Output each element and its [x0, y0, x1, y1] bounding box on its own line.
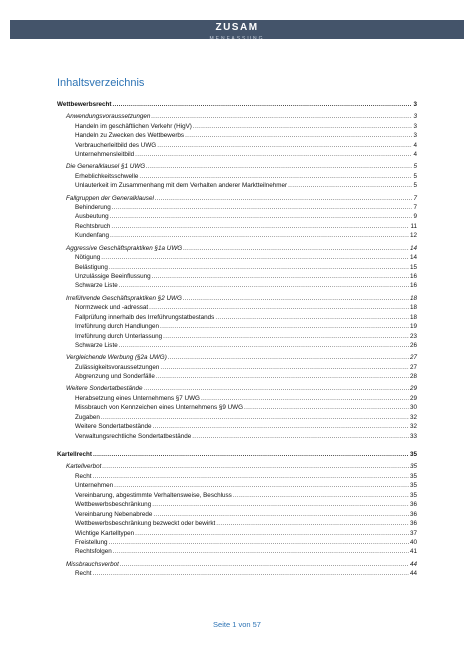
toc-page-number: 32: [409, 413, 417, 421]
toc-page-number: 3: [413, 122, 417, 130]
toc-dot-leader: [155, 194, 413, 203]
toc-dot-leader: [215, 313, 409, 322]
toc-subsection-link[interactable]: [57, 181, 417, 190]
toc-page-number: 35: [409, 463, 417, 471]
toc-dot-leader: [168, 353, 409, 362]
toc-subsection-link[interactable]: [57, 212, 417, 221]
toc-subsection-link[interactable]: [57, 481, 417, 490]
toc-entry-title: Vereinbarung, abgestimmte Verhaltensweise, Beschluss: [75, 491, 232, 499]
toc-page-number: 26: [409, 341, 417, 349]
toc-entry-title: Missbrauch von Kennzeichen eines Unternehmens §9 UWG: [75, 404, 244, 412]
toc-section-link[interactable]: [57, 294, 417, 303]
toc-dot-leader: [183, 294, 409, 303]
toc-subsection-link[interactable]: [57, 472, 417, 481]
page-footer: Seite 1 von 57: [213, 620, 261, 629]
toc-subsection-link[interactable]: [57, 332, 417, 341]
toc-page-number: 36: [409, 510, 417, 518]
toc-page-number: 16: [409, 282, 417, 290]
toc-page-number: 33: [409, 432, 417, 440]
toc-subsection-link[interactable]: [57, 432, 417, 441]
toc-page-number: 15: [409, 263, 417, 271]
toc-entry-title: Aggressive Geschäftspraktiken §1a UWG: [66, 244, 183, 252]
toc-page-number: 35: [409, 472, 417, 480]
toc-entry-title: Irreführung durch Unterlassung: [75, 332, 163, 340]
toc-subsection-link[interactable]: [57, 538, 417, 547]
toc-section-link[interactable]: [57, 162, 417, 171]
toc-subsection-link[interactable]: [57, 253, 417, 262]
toc-section-link[interactable]: [57, 462, 417, 471]
toc-page-number: 36: [409, 501, 417, 509]
toc-entry-title: Unzulässige Beeinflussung: [75, 273, 151, 280]
toc-page-number: 35: [409, 451, 417, 459]
toc-page-number: 29: [409, 385, 417, 393]
toc-entry-title: Belästigung: [75, 263, 108, 271]
toc-dot-leader: [109, 263, 409, 272]
toc-entry-title: Zugaben: [75, 413, 100, 421]
toc-entry-title: Wettbewerbsrecht: [57, 101, 112, 108]
toc-dot-leader: [144, 384, 409, 393]
table-of-contents: [57, 100, 417, 579]
toc-page-number: 14: [409, 244, 417, 252]
toc-entry-title: Kartellverbot: [66, 463, 102, 471]
toc-page-number: 28: [409, 373, 417, 381]
toc-dot-leader: [160, 363, 409, 372]
toc-dot-leader: [156, 372, 409, 381]
toc-entry-title: Kundenfang: [75, 232, 109, 240]
toc-entry-title: Erheblichkeitsschwelle: [75, 172, 139, 180]
toc-page-number: 5: [413, 163, 417, 171]
toc-spacer: [57, 441, 417, 450]
toc-entry-title: Missbrauchsverbot: [66, 560, 119, 568]
toc-page-number: 7: [413, 194, 417, 202]
toc-entry-title: Vereinbarung Nebenabrede: [75, 510, 153, 518]
toc-entry-title: Weitere Sondertatbestände: [75, 423, 152, 431]
toc-dot-leader: [135, 529, 409, 538]
toc-entry-title: Fallgruppen der Generalklausel: [66, 194, 154, 202]
toc-dot-leader: [216, 519, 409, 528]
document-title: ZUSAM: [215, 22, 259, 33]
toc-entry-title: Unternehmensleitbild: [75, 151, 135, 159]
toc-dot-leader: [139, 172, 412, 181]
toc-entry-title: Wettbewerbsbeschränkung: [75, 501, 152, 509]
toc-dot-leader: [112, 203, 413, 212]
toc-subsection-link[interactable]: [57, 272, 417, 281]
toc-section-link[interactable]: [57, 384, 417, 393]
toc-entry-title: Recht: [75, 472, 92, 480]
toc-entry-title: Vergleichende Werbung (§2a UWG): [66, 354, 167, 362]
toc-subsection-link[interactable]: [57, 413, 417, 422]
toc-page-number: 5: [413, 182, 417, 190]
toc-section-link[interactable]: [57, 194, 417, 203]
toc-page-number: 44: [409, 570, 417, 578]
toc-entry-title: Rechtsbruch: [75, 222, 111, 230]
toc-heading: Inhaltsverzeichnis: [57, 77, 145, 89]
toc-subsection-link[interactable]: [57, 222, 417, 231]
toc-dot-leader: [201, 394, 409, 403]
toc-entry-title: Zulässigkeitsvoraussetzungen: [75, 363, 160, 371]
toc-dot-leader: [120, 560, 409, 569]
toc-dot-leader: [93, 450, 409, 459]
toc-subsection-link[interactable]: [57, 422, 417, 431]
toc-subsection-link[interactable]: [57, 203, 417, 212]
toc-entry-title: Handeln im geschäftlichen Verkehr (HigV): [75, 122, 192, 130]
toc-dot-leader: [146, 162, 412, 171]
toc-dot-leader: [102, 462, 409, 471]
toc-dot-leader: [157, 141, 412, 150]
toc-dot-leader: [192, 432, 409, 441]
toc-page-number: 18: [409, 313, 417, 321]
toc-subsection-link[interactable]: [57, 510, 417, 519]
toc-dot-leader: [92, 472, 409, 481]
toc-dot-leader: [233, 491, 409, 500]
toc-page-number: 4: [413, 141, 417, 149]
toc-entry-title: Irreführende Geschäftspraktiken §2 UWG: [66, 294, 182, 302]
toc-dot-leader: [109, 538, 409, 547]
toc-page-number: 32: [409, 423, 417, 431]
toc-page-number: 27: [409, 363, 417, 371]
toc-entry-title: Weitere Sondertatbestände: [66, 385, 143, 393]
toc-page-number: 27: [409, 354, 417, 362]
toc-entry-title: Anwendungsvoraussetzungen: [66, 113, 151, 121]
toc-entry-title: Wichtige Kartelltypen: [75, 529, 135, 537]
toc-entry-title: Kartellrecht: [57, 451, 92, 459]
toc-section-link[interactable]: [57, 112, 417, 121]
toc-entry-title: Normzweck und -adressat: [75, 304, 149, 312]
toc-dot-leader: [149, 303, 409, 312]
toc-page-number: 4: [413, 151, 417, 159]
toc-subsection-link[interactable]: [57, 231, 417, 240]
toc-subsection-link[interactable]: [57, 131, 417, 140]
toc-subsection-link[interactable]: [57, 363, 417, 372]
toc-entry-title: Handeln zu Zwecken des Wettbewerbs: [75, 132, 185, 140]
document-title-continuation: MENFASSUNG: [209, 36, 265, 39]
toc-entry-title: Unlauterkeit im Zusammenhang mit dem Verhalten anderer Marktteilnehmer: [75, 182, 288, 190]
toc-dot-leader: [111, 222, 409, 231]
toc-page-number: 19: [409, 323, 417, 331]
toc-page-number: 29: [409, 394, 417, 402]
toc-subsection-link[interactable]: [57, 341, 417, 350]
toc-page-number: 36: [409, 520, 417, 528]
toc-page-number: 12: [409, 232, 417, 240]
toc-entry-title: Verbraucherleitbild des UWG: [75, 141, 157, 149]
toc-page-number: 37: [409, 529, 417, 537]
header-banner: [10, 20, 464, 39]
toc-page-number: 18: [409, 294, 417, 302]
toc-dot-leader: [119, 341, 409, 350]
toc-dot-leader: [135, 150, 412, 159]
toc-subsection-link[interactable]: [57, 394, 417, 403]
toc-entry-title: Herabsetzung eines Unternehmens §7 UWG: [75, 394, 200, 402]
toc-dot-leader: [110, 231, 409, 240]
toc-dot-leader: [101, 413, 409, 422]
toc-page-number: 30: [409, 404, 417, 412]
toc-page-number: 16: [409, 273, 417, 280]
toc-entry-title: Freistellung: [75, 538, 108, 546]
toc-subsection-link[interactable]: [57, 303, 417, 312]
toc-subsection-link[interactable]: [57, 547, 417, 556]
toc-page-number: 41: [409, 548, 417, 556]
toc-page-number: 44: [409, 560, 417, 568]
toc-entry-title: Verwaltungsrechtliche Sondertatbestände: [75, 432, 192, 440]
toc-dot-leader: [163, 332, 409, 341]
toc-entry-title: Recht: [75, 570, 92, 578]
toc-entry-title: Fallprüfung innerhalb des Irreführungstatbestands: [75, 313, 215, 321]
toc-dot-leader: [92, 569, 409, 578]
toc-dot-leader: [114, 481, 409, 490]
toc-dot-leader: [288, 181, 412, 190]
toc-entry-title: Nötigung: [75, 254, 101, 262]
toc-page-number: 35: [409, 491, 417, 499]
toc-dot-leader: [151, 112, 412, 121]
toc-subsection-link[interactable]: [57, 263, 417, 272]
toc-subsection-link[interactable]: [57, 529, 417, 538]
toc-entry-title: Ausbeutung: [75, 213, 109, 221]
toc-page-number: 14: [409, 254, 417, 262]
toc-dot-leader: [183, 244, 409, 253]
toc-dot-leader: [110, 212, 413, 221]
toc-page-number: 3: [413, 132, 417, 140]
toc-entry-title: Unternehmen: [75, 482, 114, 490]
toc-subsection-link[interactable]: [57, 122, 417, 131]
toc-dot-leader: [152, 500, 409, 509]
toc-subsection-link[interactable]: [57, 141, 417, 150]
toc-dot-leader: [152, 272, 409, 281]
toc-subsection-link[interactable]: [57, 569, 417, 578]
toc-subsection-link[interactable]: [57, 322, 417, 331]
toc-section-link[interactable]: [57, 244, 417, 253]
toc-page-number: 18: [409, 304, 417, 312]
toc-page-number: 3: [413, 101, 417, 108]
toc-dot-leader: [119, 281, 409, 290]
toc-entry-title: Rechtsfolgen: [75, 548, 112, 556]
toc-entry-title: Schwarze Liste: [75, 341, 118, 349]
toc-dot-leader: [101, 253, 409, 262]
toc-subsection-link[interactable]: [57, 172, 417, 181]
toc-page-number: 7: [413, 204, 417, 212]
toc-entry-title: Abgrenzung und Sonderfälle: [75, 373, 155, 381]
toc-page-number: 11: [410, 222, 417, 230]
toc-entry-title: Irreführung durch Handlungen: [75, 323, 160, 331]
toc-chapter-link[interactable]: [57, 100, 417, 109]
toc-entry-title: Schwarze Liste: [75, 282, 118, 290]
toc-subsection-link[interactable]: [57, 519, 417, 528]
toc-entry-title: Wettbewerbsbeschränkung bezweckt oder bewirkt: [75, 520, 216, 528]
toc-dot-leader: [153, 510, 409, 519]
toc-page-number: 40: [409, 538, 417, 546]
toc-subsection-link[interactable]: [57, 313, 417, 322]
toc-dot-leader: [193, 122, 413, 131]
toc-subsection-link[interactable]: [57, 500, 417, 509]
toc-chapter-link[interactable]: [57, 450, 417, 459]
toc-dot-leader: [244, 403, 409, 412]
toc-dot-leader: [153, 422, 409, 431]
toc-entry-title: Die Generalklausel §1 UWG: [66, 163, 146, 171]
toc-dot-leader: [113, 547, 409, 556]
toc-subsection-link[interactable]: [57, 403, 417, 412]
toc-section-link[interactable]: [57, 353, 417, 362]
toc-page-number: 3: [413, 113, 417, 121]
toc-section-link[interactable]: [57, 560, 417, 569]
toc-subsection-link[interactable]: [57, 281, 417, 290]
toc-page-number: 5: [413, 172, 417, 180]
toc-subsection-link[interactable]: [57, 372, 417, 381]
toc-dot-leader: [160, 322, 409, 331]
toc-dot-leader: [185, 131, 412, 140]
toc-page-number: 35: [409, 482, 417, 490]
toc-dot-leader: [112, 100, 412, 109]
toc-entry-title: Behinderung: [75, 204, 111, 212]
toc-page-number: 23: [409, 332, 417, 340]
toc-page-number: 9: [413, 213, 417, 221]
toc-subsection-link[interactable]: [57, 150, 417, 159]
toc-subsection-link[interactable]: [57, 491, 417, 500]
